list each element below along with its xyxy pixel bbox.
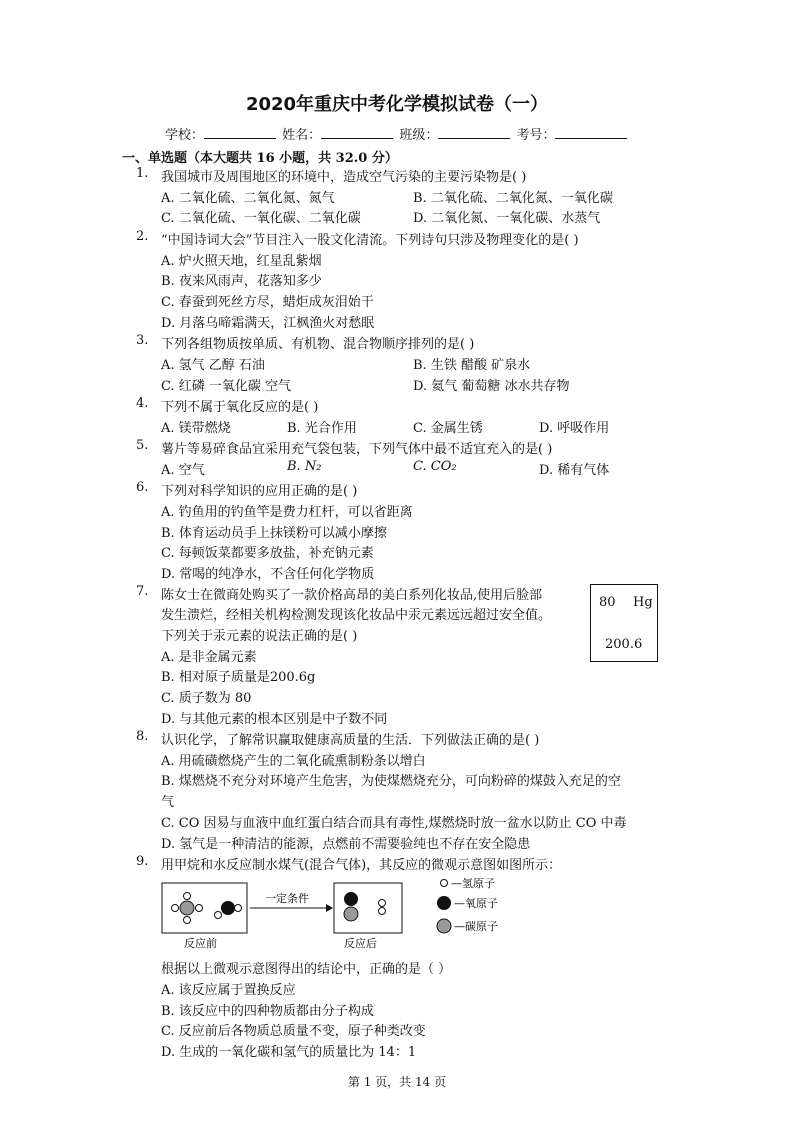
option-c[interactable]: C. CO 因易与血液中血红蛋白结合而具有毒性,煤燃烧时放一盆水以防止 CO 中毒 (161, 816, 627, 831)
school-blank[interactable] (204, 126, 276, 139)
page-footer: 第 1 页，共 14 页 (347, 1075, 447, 1089)
arrow-head-icon (326, 904, 333, 912)
option-a[interactable]: A. 二氧化硫、二氧化氮、氮气 (161, 191, 335, 206)
legend-oxygen: —氧原子 (454, 897, 498, 910)
question-number: 2. (136, 229, 149, 244)
question-text: 下列不属于氧化反应的是( ) (161, 400, 319, 415)
element-symbol: Hg (633, 595, 653, 610)
option-c[interactable]: C. CO₂ (413, 459, 457, 474)
element-atomic-number: 80 (599, 595, 616, 610)
class-blank[interactable] (438, 126, 510, 139)
methane-molecule-icon (172, 893, 203, 924)
question-number: 1. (136, 166, 149, 181)
option-d[interactable]: D. 与其他元素的根本区别是中子数不同 (161, 712, 388, 727)
page-title: 2020年重庆中考化学模拟试卷（一） (245, 94, 549, 115)
option-b-continued: 气 (161, 795, 175, 810)
question-text: 下列各组物质按单质、有机物、混合物顺序排列的是( ) (161, 337, 475, 352)
question-text: 用甲烷和水反应制水煤气(混合气体)，其反应的微观示意图如图所示： (161, 858, 562, 873)
question-number: 4. (136, 396, 149, 411)
option-c[interactable]: C. 每顿饭菜都要多放盐，补充钠元素 (161, 546, 374, 561)
option-b[interactable]: B. 煤燃烧不充分对环境产生危害，为使煤燃烧充分，可向粉碎的煤鼓入充足的空 (161, 774, 621, 789)
option-d[interactable]: D. 呼吸作用 (539, 421, 610, 436)
option-a[interactable]: A. 炉火照天地，红星乱紫烟 (161, 254, 322, 269)
name-blank[interactable] (321, 126, 393, 139)
option-a[interactable]: A. 钓鱼用的钓鱼竿是费力杠杆，可以省距离 (161, 505, 413, 520)
option-d[interactable]: D. 常喝的纯净水，不含任何化学物质 (161, 567, 375, 582)
after-label: 反应后 (344, 937, 377, 950)
option-b[interactable]: B. N₂ (287, 459, 322, 474)
reaction-microscopic-diagram (158, 875, 518, 953)
option-a[interactable]: A. 用硫磺燃烧产生的二氧化硫熏制粉条以增白 (161, 754, 426, 769)
option-c[interactable]: C. 春蚕到死丝方尽，蜡炬成灰泪始干 (161, 295, 374, 310)
option-b[interactable]: B. 光合作用 (287, 421, 357, 436)
option-c[interactable]: C. 反应前后各物质总质量不变，原子种类改变 (161, 1024, 426, 1039)
water-molecule-icon (215, 901, 242, 919)
question-text-line-2: 发生溃烂，经相关机构检测发现该化妆品中汞元素远远超过安全值。 (161, 608, 552, 623)
exam-no-blank[interactable] (555, 126, 627, 139)
section-heading: 一、单选题（本大题共 16 小题，共 32.0 分） (122, 151, 398, 166)
question-text: 我国城市及周围地区的环境中，造成空气污染的主要污染物是( ) (161, 170, 527, 185)
legend-carbon: —碳原子 (454, 920, 498, 933)
hydrogen-molecule-icon (379, 900, 386, 915)
element-atomic-mass: 200.6 (605, 637, 643, 652)
question-text-line-3: 下列关于汞元素的说法正确的是( ) (161, 629, 358, 644)
arrow-label: 一定条件 (265, 892, 309, 905)
option-b[interactable]: B. 生铁 醋酸 矿泉水 (413, 358, 531, 373)
option-d[interactable]: D. 二氧化氮、一氧化碳、水蒸气 (413, 211, 601, 226)
question-prompt: 根据以上微观示意图得出的结论中，正确的是（ ） (161, 962, 452, 977)
question-text: 薯片等易碎食品宜采用充气袋包装，下列气体中最不适宜充入的是( ) (161, 442, 553, 457)
question-number: 7. (136, 584, 149, 599)
legend-hydrogen: —氢原子 (451, 877, 495, 890)
hydrogen-atom-legend-icon (441, 880, 448, 887)
option-c[interactable]: C. 金属生锈 (413, 421, 483, 436)
option-b[interactable]: B. 体育运动员手上抹镁粉可以减小摩擦 (161, 526, 387, 541)
option-b[interactable]: B. 二氧化硫、二氧化氮、一氧化碳 (413, 191, 613, 206)
option-d[interactable]: D. 稀有气体 (539, 463, 610, 478)
question-text-line-1: 陈女士在微商处购买了一款价格高昂的美白系列化妆品,使用后脸部 (161, 588, 543, 603)
option-a[interactable]: A. 氢气 乙醇 石油 (161, 358, 265, 373)
option-a[interactable]: A. 空气 (161, 463, 205, 478)
question-number: 6. (136, 480, 149, 495)
carbon-atom-legend-icon (437, 919, 451, 933)
question-number: 3. (136, 333, 149, 348)
option-a[interactable]: A. 镁带燃烧 (161, 421, 231, 436)
question-text: 认识化学，了解常识赢取健康高质量的生活．下列做法正确的是( ) (161, 733, 540, 748)
name-label: 姓名： (282, 128, 322, 143)
option-c[interactable]: C. 二氧化硫、一氧化碳、二氧化碳 (161, 211, 361, 226)
option-b[interactable]: B. 相对原子质量是200.6g (161, 670, 316, 685)
after-reaction-box (334, 883, 402, 933)
option-c[interactable]: C. 质子数为 80 (161, 691, 252, 706)
question-text: 下列对科学知识的应用正确的是( ) (161, 484, 358, 499)
question-number: 8. (136, 729, 149, 744)
option-a[interactable]: A. 是非金属元素 (161, 650, 257, 665)
question-number: 9. (136, 854, 149, 869)
option-d[interactable]: D. 生成的一氧化碳和氢气的质量比为 14：1 (161, 1045, 417, 1060)
class-label: 班级： (399, 128, 439, 143)
option-c[interactable]: C. 红磷 一氧化碳 空气 (161, 379, 292, 394)
element-tile-mercury (590, 584, 658, 662)
carbon-monoxide-molecule-icon (344, 892, 358, 921)
question-number: 5. (136, 438, 149, 453)
option-d[interactable]: D. 氦气 葡萄糖 冰水共存物 (413, 379, 570, 394)
exam-no-label: 考号： (516, 128, 556, 143)
option-d[interactable]: D. 月落乌啼霜满天，江枫渔火对愁眠 (161, 316, 375, 331)
question-text: “中国诗词大会”节目注入一股文化清流。下列诗句只涉及物理变化的是( ) (161, 233, 579, 248)
student-info-line (165, 124, 629, 143)
option-b[interactable]: B. 夜来风雨声，花落知多少 (161, 274, 322, 289)
oxygen-atom-legend-icon (437, 896, 451, 910)
before-label: 反应前 (184, 937, 217, 950)
option-d[interactable]: D. 氢气是一种清洁的能源，点燃前不需要验纯也不存在安全隐患 (161, 837, 531, 852)
school-label: 学校： (165, 128, 205, 143)
option-a[interactable]: A. 该反应属于置换反应 (161, 983, 296, 998)
option-b[interactable]: B. 该反应中的四种物质都由分子构成 (161, 1004, 374, 1019)
